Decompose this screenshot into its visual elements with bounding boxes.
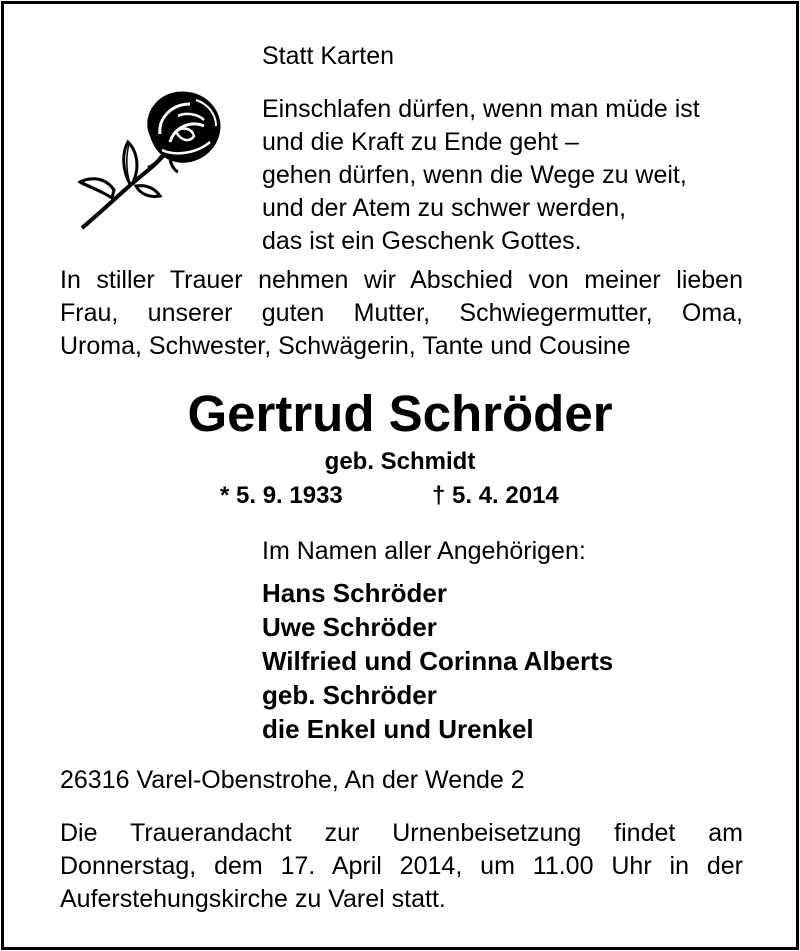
notice-line: Die Trauerandacht zur Urnenbeisetzung findet am: [60, 819, 743, 847]
poem-line: und der Atem zu schwer werden,: [262, 194, 627, 222]
address: 26316 Varel-Obenstrohe, An der Wende 2: [60, 766, 525, 794]
mourner-name: Wilfried und Corinna Alberts: [262, 646, 614, 676]
poem-line: und die Kraft zu Ende geht –: [262, 128, 579, 156]
notice-line: Donnerstag, dem 17. April 2014, um 11.00 Uhr in der: [60, 852, 743, 880]
intro-line: Frau, unserer guten Mutter, Schwiegermutter, Oma,: [60, 299, 743, 327]
intro-paragraph: [60, 264, 743, 363]
rose-icon: [78, 86, 228, 236]
poem-line: Einschlafen dürfen, wenn man müde ist: [262, 95, 700, 123]
poem-line: das ist ein Geschenk Gottes.: [262, 227, 582, 255]
mourner-name: Hans Schröder: [262, 578, 447, 608]
service-notice: [60, 817, 743, 916]
poem-line: gehen dürfen, wenn die Wege zu weit,: [262, 161, 687, 189]
mourner-name: geb. Schröder: [262, 680, 437, 710]
deceased-name: Gertrud Schröder: [187, 385, 613, 442]
mourners-label: Im Namen aller Angehörigen:: [262, 537, 586, 565]
mourners-list: [262, 576, 613, 746]
header-text: Statt Karten: [262, 42, 395, 70]
poem: [262, 93, 700, 258]
maiden-name: geb. Schmidt: [324, 448, 476, 475]
birth-date: * 5. 9. 1933: [220, 482, 343, 509]
intro-line: In stiller Trauer nehmen wir Abschied von meiner lieben: [60, 266, 743, 294]
notice-line: Auferstehungskirche zu Varel statt.: [60, 885, 446, 913]
mourner-name: die Enkel und Urenkel: [262, 714, 534, 744]
intro-line: Uroma, Schwester, Schwägerin, Tante und Cousine: [60, 332, 631, 360]
death-date: † 5. 4. 2014: [432, 482, 559, 509]
mourner-name: Uwe Schröder: [262, 612, 437, 642]
